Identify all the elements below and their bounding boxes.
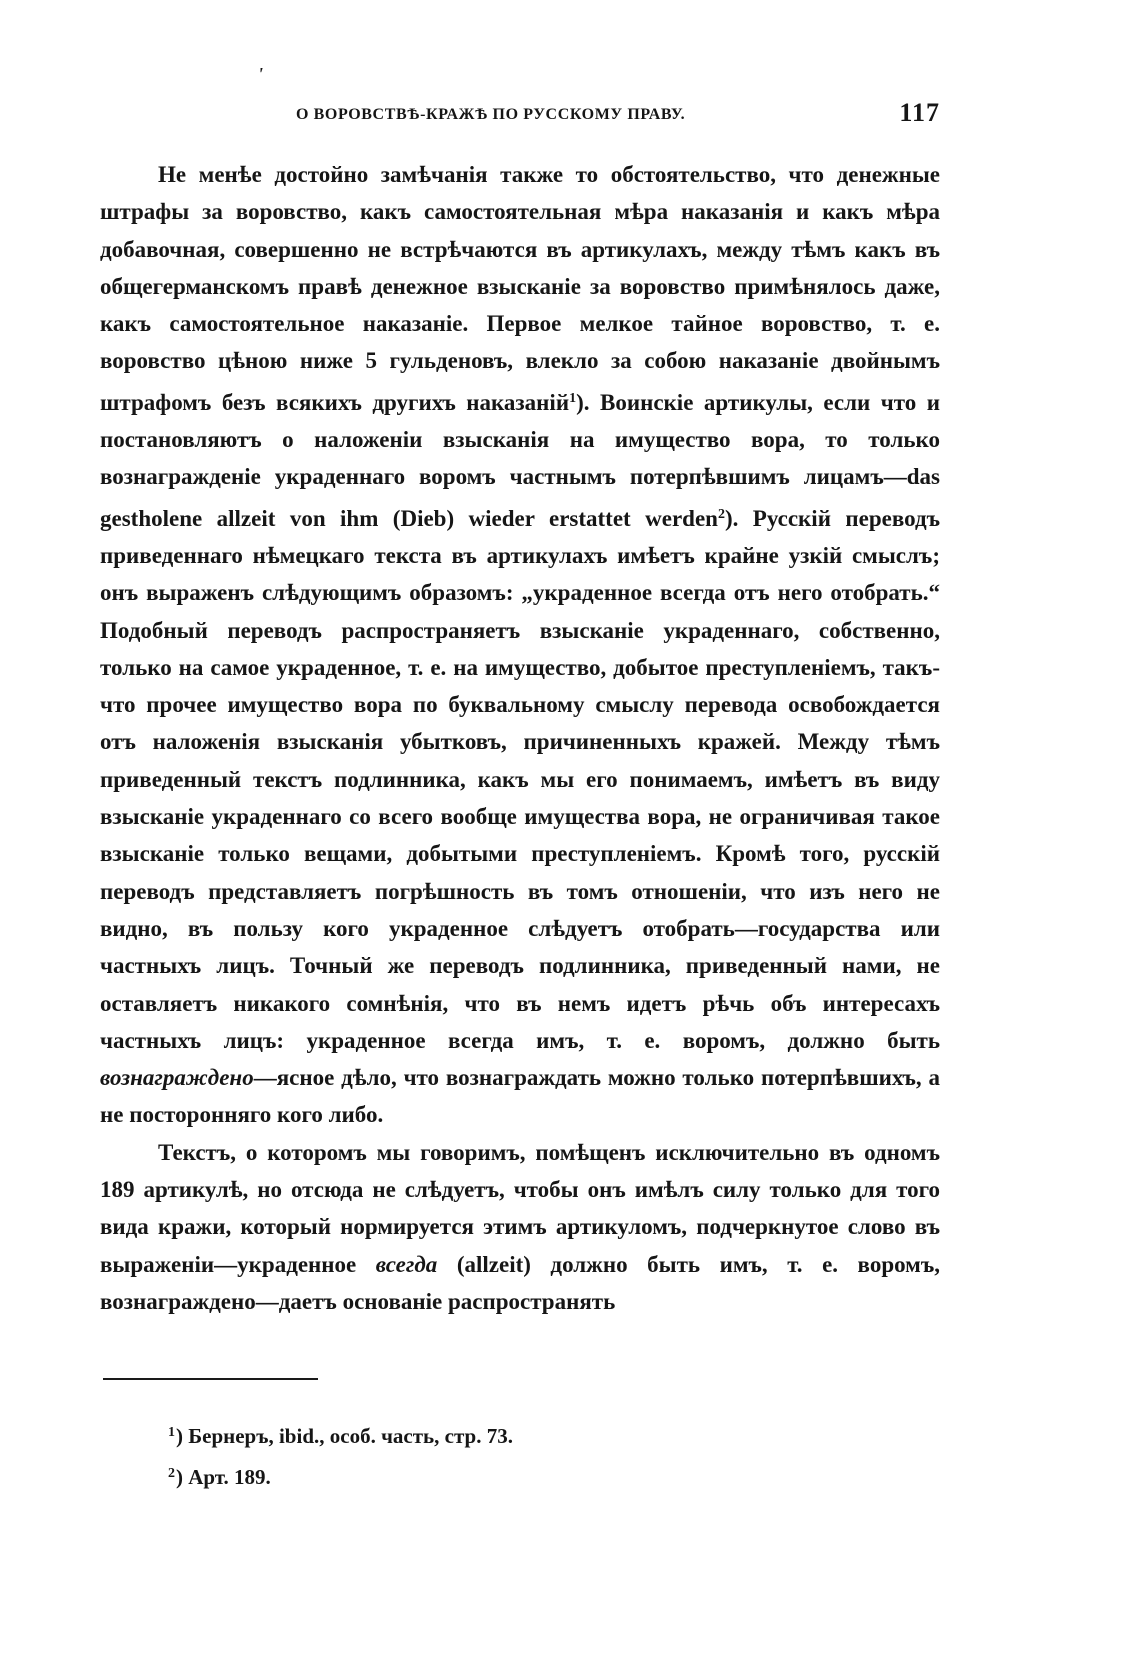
footnote-divider: [103, 1378, 318, 1380]
paragraph-2: [100, 1134, 940, 1320]
paragraph-2-italic-word: всегда: [375, 1251, 438, 1277]
paragraph-1-part-d: —ясное дѣло, что вознаграждать можно только потерпѣвшихъ, а не посторонняго кого либо.: [100, 1065, 940, 1128]
page-header: [100, 98, 940, 134]
footnote-2: [168, 1455, 868, 1496]
footnote-1: [168, 1414, 868, 1455]
footnote-1-text: ) Бернеръ, ibid., особ. часть, стр. 73.: [176, 1424, 513, 1448]
paragraph-1: [100, 156, 940, 1134]
running-head: О ВОРОВСТВѢ-КРАЖѢ ПО РУССКОМУ ПРАВУ.: [296, 106, 686, 123]
paragraph-1-part-b: ). Воинскіе артикулы, если что и постановляютъ о наложеніи взысканія на имущество вора, то только вознагражденіе украденнаго воромъ частнымъ потерпѣвшимъ лицамъ—das gestholene allzeit von ihm (Dieb) wieder erstattet werden: [100, 389, 941, 531]
footnotes: [168, 1414, 868, 1496]
footnote-1-mark: 1: [168, 1425, 175, 1440]
paragraph-2-part-b: (allzeit) должно быть имъ, т. е. воромъ, вознаграждено—даетъ основаніе распространять: [100, 1251, 941, 1314]
footnote-ref-2: 2: [717, 506, 725, 522]
footnote-2-mark: 2: [168, 1466, 175, 1481]
paragraph-1-part-a: Не менѣе достойно замѣчанія также то обстоятельство, что денежные штрафы за воровство, какъ самостоятельная мѣра наказанія и какъ мѣра добавочная, совершенно не встрѣчаются въ артикулахъ, между тѣмъ какъ въ общегерманскомъ правѣ денежное взысканіе за воровство примѣнялось даже, какъ самостоятельное наказаніе. Первое мелкое тайное воровство, т. е. воровство цѣною ниже 5 гульденовъ, влекло за собою наказаніе двойнымъ штрафомъ безъ всякихъ другихъ наказаній: [100, 162, 940, 415]
body-text: [100, 156, 940, 1320]
footnote-2-text: ) Арт. 189.: [176, 1465, 271, 1489]
paragraph-1-italic-word: вознаграждено: [100, 1065, 254, 1091]
stray-ink-mark: ': [258, 64, 264, 84]
paragraph-1-part-c: ). Русскій переводъ приведеннаго нѣмецкаго текста въ артикулахъ имѣетъ крайне узкій смыслъ; онъ выраженъ слѣдующимъ образомъ: „украденное всегда отъ него отобрать.“ Подобный переводъ распространяетъ взысканіе украденнаго, собственно, только на самое украденное, т. е. на имущество, добытое преступленіемъ, такъ-что прочее имущество вора по буквальному смыслу перевода освобождается отъ наложенія взысканія убытковъ, причиненныхъ кражей. Между тѣмъ приведенный текстъ подлинника, какъ мы его понимаемъ, имѣетъ въ виду взысканіе украденнаго со всего вообще имущества вора, не ограничивая такое взысканіе только вещами, добытыми преступленіемъ. Кромѣ того, русскій переводъ представляетъ погрѣшность въ томъ отношеніи, что изъ него не видно, въ пользу кого украденное слѣдуетъ отобрать—государства или частныхъ лицъ. Точный же переводъ подлинника, приведенный нами, не оставляетъ никакого сомнѣнія, что въ немъ идетъ рѣчь объ интересахъ частныхъ лицъ: украденное всегда имъ, т. е. воромъ, должно быть: [100, 505, 940, 1053]
page-number: 117: [899, 98, 940, 127]
paragraph-2-part-a: Текстъ, о которомъ мы говоримъ, помѣщенъ исключительно въ одномъ 189 артикулѣ, но отсюда не слѣдуетъ, чтобы онъ имѣлъ силу только для того вида кражи, который нормируется этимъ артикуломъ, подчеркнутое слово въ выраженіи—украденное: [100, 1139, 940, 1277]
footnote-ref-1: 1: [569, 390, 577, 406]
